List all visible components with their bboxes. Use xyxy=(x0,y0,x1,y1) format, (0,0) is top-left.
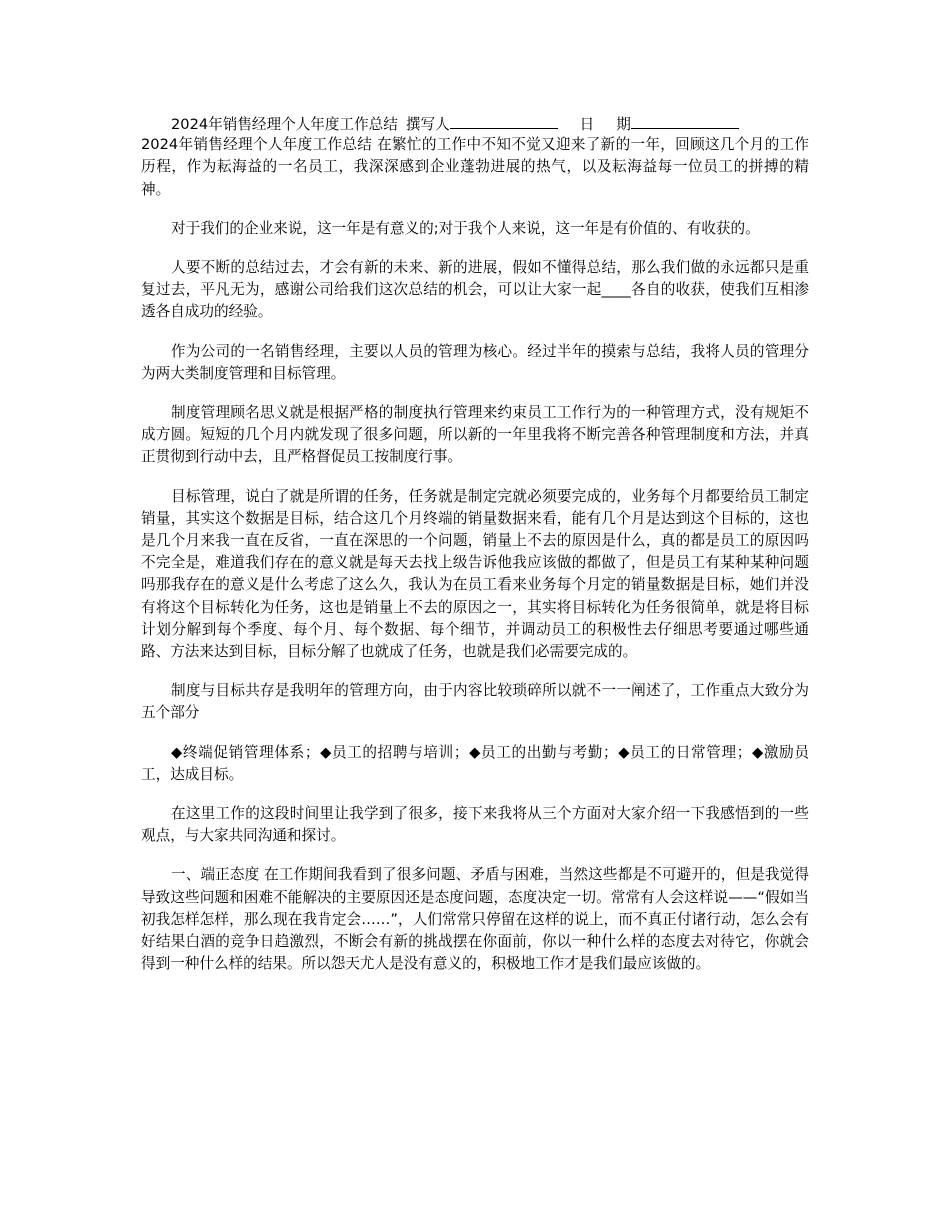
date-blank xyxy=(631,112,739,129)
author-blank xyxy=(450,112,558,129)
date-label-2: 期 xyxy=(616,116,631,133)
paragraph: 制度与目标共存是我明年的管理方向，由于内容比较琐碎所以就不一一阐述了，工作重点大致分为五个部分 xyxy=(141,682,809,722)
header-line xyxy=(141,112,809,134)
paragraph-intro: 2024年销售经理个人年度工作总结 在繁忙的工作中不知不觉又迎来了新的一年，回顾这几个月的工作历程，作为耘海益的一名员工，我深深感到企业蓬勃进展的热气，以及耘海益每一位员工的拼搏的精神。 xyxy=(141,136,809,198)
work-focus-list: ◆终端促销管理体系；◆员工的招聘与培训；◆员工的出勤与考勤；◆员工的日常管理；◆激励员工，达成目标。 xyxy=(141,743,809,783)
paragraph: 对于我们的企业来说，这一年是有意义的;对于我个人来说，这一年是有价值的、有收获的。 xyxy=(171,219,760,237)
paragraph: 在这里工作的这段时间里让我学到了很多，接下来我将从三个方面对大家介绍一下我感悟到的一些观点，与大家共同沟通和探讨。 xyxy=(141,805,809,845)
paragraph: 制度管理顾名思义就是根据严格的制度执行管理来约束员工工作行为的一种管理方式，没有规矩不成方圆。短短的几个月内就发现了很多问题，所以新的一年里我将不断完善各种管理制度和方法，并真正贯彻到行动中去，且严格督促员工按制度行事。 xyxy=(141,404,809,466)
paragraph: 作为公司的一名销售经理，主要以人员的管理为核心。经过半年的摸索与总结，我将人员的管理分为两大类制度管理和目标管理。 xyxy=(141,342,809,382)
author-label: 撰写人 xyxy=(405,116,450,133)
document-title: 2024年销售经理个人年度工作总结 xyxy=(171,116,398,133)
section-attitude: 一、端正态度 在工作期间我看到了很多问题、矛盾与困难，当然这些都是不可避开的，但是我觉得导致这些问题和困难不能解决的主要原因还是态度问题，态度决定一切。常常有人会这样说——“假如当初我怎样怎样，那么现在我肯定会……”，人们常常只停留在这样的说上，而不真正付诸行动，怎么会有好结果白酒的竞争日趋激烈，不断会有新的挑战摆在你面前，你以一种什么样的态度去对待它，你就会得到一种什么样的结果。所以怨天尤人是没有意义的，积极地工作才是我们最应该做的。 xyxy=(141,866,809,973)
paragraph: 人要不断的总结过去，才会有新的未来、新的进展，假如不懂得总结，那么我们做的永远都只是重复过去，平凡无为，感谢公司给我们这次总结的机会，可以让大家一起____各自的收获，使我们互相渗透各自成功的经验。 xyxy=(141,259,809,321)
paragraph: 目标管理，说白了就是所谓的任务，任务就是制定完就必须要完成的，业务每个月都要给员工制定销量，其实这个数据是目标，结合这几个月终端的销量数据来看，能有几个月是达到这个目标的，这也是几个月来我一直在反省，一直在深思的一个问题，销量上不去的原因是什么，真的都是员工的原因吗不完全是，难道我们存在的意义就是每天去找上级告诉他我应该做的都做了，但是员工有某种某种问题吗那我存在的意义是什么考虑了这么久，我认为在员工看来业务每个月定的销量数据是目标，她们并没有将这个目标转化为任务，这也是销量上不去的原因之一，其实将目标转化为任务很简单，就是将目标计划分解到每个季度、每个月、每个数据、每个细节，并调动员工的积极性去仔细思考要通过哪些通路、方法来达到目标，目标分解了也就成了任务，也就是我们必需要完成的。 xyxy=(141,487,809,661)
date-label-1: 日 xyxy=(579,116,595,133)
document-body xyxy=(141,112,809,992)
